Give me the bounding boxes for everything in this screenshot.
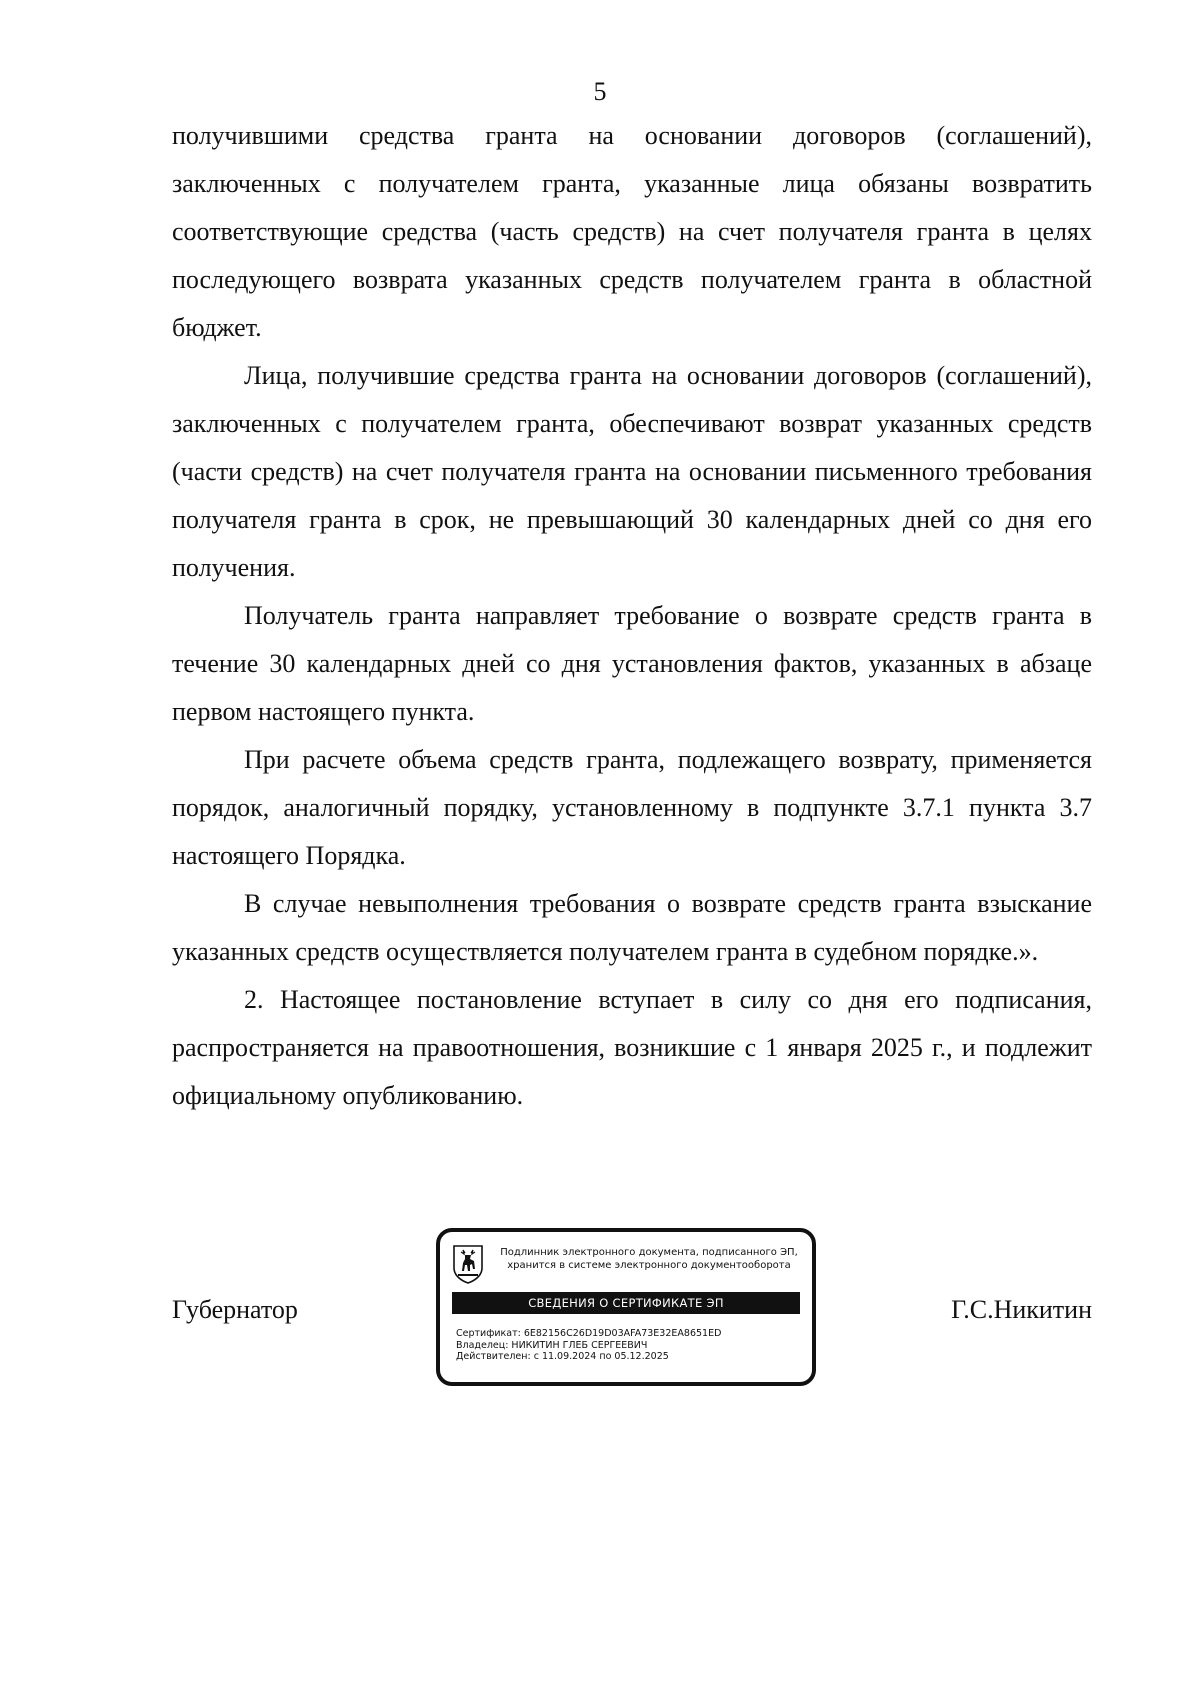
paragraph: Лица, получившие средства гранта на основании договоров (соглашений), заключенных с получателем гранта, обеспечивают возврат указанных средств (части средств) на счет получателя гранта на основании письменного требования получателя гранта в срок, не превышающий 30 календарных дней со дня его получения. (172, 361, 1092, 582)
paragraph: 2. Настоящее постановление вступает в силу со дня его подписания, распространяется на правоотношения, возникшие с 1 января 2025 г., и подлежит официальному опубликованию. (172, 985, 1092, 1110)
electronic-signature-stamp (436, 1228, 816, 1386)
certificate-owner: Владелец: НИКИТИН ГЛЕБ СЕРГЕЕВИЧ (456, 1339, 648, 1351)
stamp-notice-line: Подлинник электронного документа, подписанного ЭП, (500, 1247, 798, 1258)
paragraph: Получатель гранта направляет требование о возврате средств гранта в течение 30 календарных дней со дня установления фактов, указанных в абзаце первом настоящего пункта. (172, 601, 1092, 726)
paragraph: В случае невыполнения требования о возврате средств гранта взыскание указанных средств осуществляется получателем гранта в судебном порядке.». (172, 889, 1092, 966)
signatory-title: Губернатор (172, 1295, 298, 1324)
paragraph: При расчете объема средств гранта, подлежащего возврату, применяется порядок, аналогичный порядку, установленному в подпункте 3.7.1 пункта 3.7 настоящего Порядка. (172, 745, 1092, 870)
stamp-notice (490, 1246, 808, 1272)
page-number: 5 (593, 77, 607, 106)
certificate-details (456, 1328, 721, 1363)
certificate-validity: Действителен: с 11.09.2024 по 05.12.2025 (456, 1351, 669, 1362)
stamp-header: СВЕДЕНИЯ О СЕРТИФИКАТЕ ЭП (452, 1292, 800, 1314)
paragraph: получившими средства гранта на основании договоров (соглашений), заключенных с получателем гранта, указанные лица обязаны возвратить соответствующие средства (часть средств) на счет получателя гранта в целях последующего возврата указанных средств получателем гранта в областной бюджет. (172, 121, 1092, 342)
stamp-notice-line: хранится в системе электронного документооборота (507, 1260, 791, 1271)
signatory-name: Г.С.Никитин (951, 1295, 1092, 1324)
certificate-id: Сертификат: 6E82156C26D19D03AFA73E32EA8651ED (456, 1328, 722, 1339)
document-body (172, 112, 1092, 1120)
signature-block (172, 1228, 1092, 1398)
deer-coat-of-arms-icon (452, 1244, 484, 1284)
